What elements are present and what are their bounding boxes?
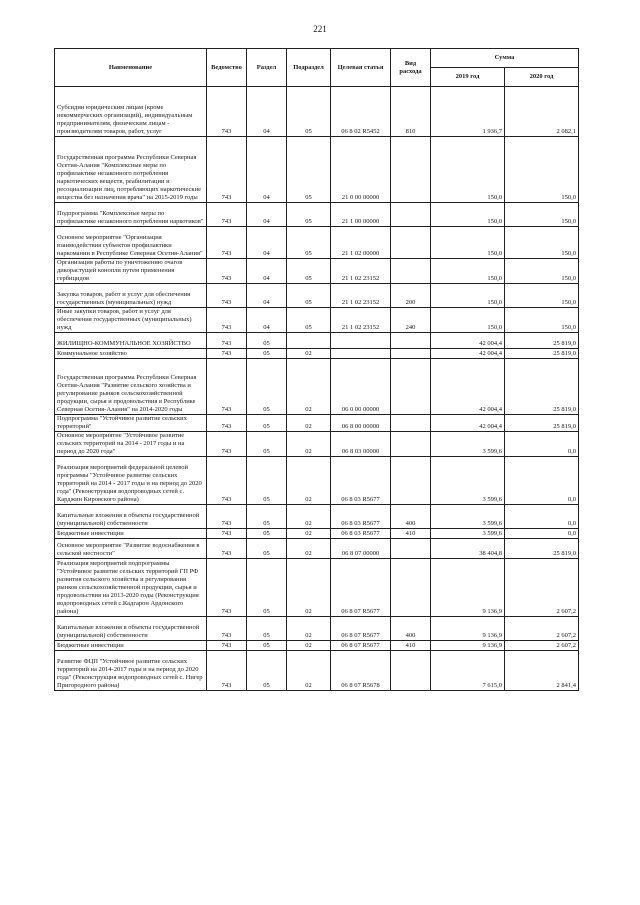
row-sum-2019: 9 136,9 (431, 641, 505, 651)
row-section: 05 (247, 641, 287, 651)
row-department: 743 (207, 349, 247, 359)
table-row (55, 415, 579, 432)
row-sum-2019: 150,0 (431, 137, 505, 203)
row-sum-2019: 3 599,6 (431, 457, 505, 505)
row-target-item: 06 8 07 00000 (331, 539, 391, 559)
row-subsection (287, 333, 331, 349)
row-sum-2019: 150,0 (431, 308, 505, 333)
table-row (55, 284, 579, 308)
row-department: 743 (207, 203, 247, 227)
table-body (55, 87, 579, 691)
row-subsection: 02 (287, 505, 331, 529)
row-sum-2020: 0,0 (505, 529, 579, 539)
table-row (55, 308, 579, 333)
row-target-item: 06 8 03 00000 (331, 432, 391, 457)
row-expense-type: 200 (391, 284, 431, 308)
table-row (55, 203, 579, 227)
row-sum-2019: 1 936,7 (431, 87, 505, 137)
row-expense-type (391, 227, 431, 259)
row-section: 04 (247, 137, 287, 203)
table-row (55, 641, 579, 651)
budget-table (54, 48, 579, 691)
row-sum-2020: 150,0 (505, 308, 579, 333)
row-sum-2019: 42 004,4 (431, 349, 505, 359)
row-department: 743 (207, 539, 247, 559)
row-sum-2020: 25 819,0 (505, 359, 579, 415)
row-sum-2020: 2 841,4 (505, 651, 579, 691)
row-department: 743 (207, 505, 247, 529)
row-expense-type (391, 259, 431, 284)
row-expense-type (391, 432, 431, 457)
row-sum-2019: 9 136,9 (431, 617, 505, 641)
row-sum-2020: 0,0 (505, 505, 579, 529)
row-department: 743 (207, 227, 247, 259)
row-target-item: 06 8 07 R5677 (331, 641, 391, 651)
table-row (55, 432, 579, 457)
row-sum-2019: 150,0 (431, 259, 505, 284)
table-row (55, 227, 579, 259)
row-department: 743 (207, 87, 247, 137)
row-sum-2020: 2 607,2 (505, 641, 579, 651)
row-name: Основное мероприятие "Организация взаимодействия субъектов профилактики наркомании в Республике Северная Осетия-Алания" (55, 227, 207, 259)
row-department: 743 (207, 259, 247, 284)
row-sum-2020: 150,0 (505, 227, 579, 259)
row-sum-2019: 3 599,6 (431, 432, 505, 457)
row-department: 743 (207, 559, 247, 617)
row-target-item (331, 333, 391, 349)
header-department: Ведомство (207, 49, 247, 87)
header-2020: 2020 год (505, 68, 579, 87)
row-section: 05 (247, 617, 287, 641)
row-subsection: 05 (287, 284, 331, 308)
row-name: Капитальные вложения в объекты государственной (муниципальной) собственности (55, 505, 207, 529)
row-section: 05 (247, 505, 287, 529)
row-sum-2019: 9 136,9 (431, 559, 505, 617)
row-sum-2020: 25 819,0 (505, 539, 579, 559)
row-target-item: 21 1 02 23152 (331, 308, 391, 333)
header-name: Наименование (55, 49, 207, 87)
row-section: 04 (247, 227, 287, 259)
row-name: Иные закупки товаров, работ и услуг для обеспечения государственных (муниципальных) нужд (55, 308, 207, 333)
row-sum-2019: 42 004,4 (431, 359, 505, 415)
row-sum-2020: 0,0 (505, 457, 579, 505)
row-subsection: 02 (287, 359, 331, 415)
row-target-item: 06 0 00 00000 (331, 359, 391, 415)
row-section: 05 (247, 415, 287, 432)
row-subsection: 02 (287, 559, 331, 617)
row-section: 05 (247, 529, 287, 539)
row-department: 743 (207, 432, 247, 457)
row-sum-2019: 42 004,4 (431, 333, 505, 349)
row-target-item: 06 8 07 R5677 (331, 617, 391, 641)
row-sum-2020: 2 082,1 (505, 87, 579, 137)
table-row (55, 539, 579, 559)
row-target-item (331, 349, 391, 359)
table-row (55, 505, 579, 529)
row-sum-2020: 150,0 (505, 137, 579, 203)
row-sum-2019: 38 404,8 (431, 539, 505, 559)
row-name: Коммунальное хозяйство (55, 349, 207, 359)
row-target-item: 06 8 02 R5452 (331, 87, 391, 137)
table-row (55, 87, 579, 137)
header-section: Раздел (247, 49, 287, 87)
row-sum-2020: 25 819,0 (505, 415, 579, 432)
row-target-item: 21 1 02 23152 (331, 284, 391, 308)
row-section: 05 (247, 333, 287, 349)
row-subsection: 02 (287, 529, 331, 539)
row-target-item: 06 8 03 R5677 (331, 505, 391, 529)
row-subsection: 02 (287, 349, 331, 359)
row-subsection: 02 (287, 415, 331, 432)
row-target-item: 21 1 02 23152 (331, 259, 391, 284)
row-section: 05 (247, 432, 287, 457)
table-row (55, 333, 579, 349)
row-name: Бюджетные инвестиции (55, 529, 207, 539)
row-sum-2019: 3 599,6 (431, 505, 505, 529)
row-section: 04 (247, 203, 287, 227)
row-target-item: 06 8 03 R5677 (331, 457, 391, 505)
row-department: 743 (207, 137, 247, 203)
row-target-item: 06 8 00 00000 (331, 415, 391, 432)
row-expense-type (391, 203, 431, 227)
row-target-item: 06 8 07 R5678 (331, 651, 391, 691)
row-name: ЖИЛИЩНО-КОММУНАЛЬНОЕ ХОЗЯЙСТВО (55, 333, 207, 349)
row-department: 743 (207, 308, 247, 333)
row-subsection: 02 (287, 641, 331, 651)
table-row (55, 559, 579, 617)
row-subsection: 02 (287, 617, 331, 641)
table-row (55, 349, 579, 359)
row-target-item: 21 0 00 00000 (331, 137, 391, 203)
table-row (55, 359, 579, 415)
row-sum-2019: 42 004,4 (431, 415, 505, 432)
row-sum-2020: 150,0 (505, 284, 579, 308)
row-name: Государственная программа Республики Северная Осетия-Алания "Развитие сельского хозяйства и регулирование рынков сельскохозяйственной продукции, сырья и продовольствия в Республике Северная Осетия-Алания" на 2014-2020 годы (55, 359, 207, 415)
row-sum-2019: 150,0 (431, 203, 505, 227)
row-name: Реализация мероприятий федеральной целевой программы "Устойчивое развитие сельских территорий на 2014 - 2017 годы и на период до 2020 года" (Реконструкция водопроводных сетей с. Карджин Кировского района) (55, 457, 207, 505)
row-sum-2019: 150,0 (431, 284, 505, 308)
row-expense-type: 400 (391, 617, 431, 641)
row-department: 743 (207, 284, 247, 308)
row-department: 743 (207, 641, 247, 651)
row-name: Капитальные вложения в объекты государственной (муниципальной) собственности (55, 617, 207, 641)
row-name: Подпрограмма "Комплексные меры по профилактике незаконного потребления наркотиков" (55, 203, 207, 227)
row-department: 743 (207, 359, 247, 415)
row-subsection: 05 (287, 137, 331, 203)
row-subsection: 05 (287, 203, 331, 227)
row-expense-type (391, 539, 431, 559)
table-row (55, 617, 579, 641)
row-sum-2020: 0,0 (505, 432, 579, 457)
row-sum-2019: 150,0 (431, 227, 505, 259)
row-section: 05 (247, 457, 287, 505)
row-expense-type (391, 359, 431, 415)
row-expense-type: 410 (391, 529, 431, 539)
row-name: Реализация мероприятий подпрограммы "Устойчивое развитие сельских территорий ГП РФ развития сельского хозяйства и регулирования рынков сельскохозяйственной продукции, сырья и продовольствия на 2013-2020 годы (Реконструкция водопроводных сетей с.Кадгарон Ардонского района) (55, 559, 207, 617)
row-section: 05 (247, 349, 287, 359)
table-row (55, 137, 579, 203)
table-header-row (55, 49, 579, 68)
row-sum-2020: 25 819,0 (505, 349, 579, 359)
row-section: 05 (247, 651, 287, 691)
row-section: 04 (247, 87, 287, 137)
row-sum-2020: 25 819,0 (505, 333, 579, 349)
row-department: 743 (207, 617, 247, 641)
row-sum-2020: 2 607,2 (505, 559, 579, 617)
row-subsection: 02 (287, 457, 331, 505)
table-row (55, 457, 579, 505)
row-section: 04 (247, 259, 287, 284)
row-expense-type (391, 333, 431, 349)
row-department: 743 (207, 529, 247, 539)
row-subsection: 02 (287, 432, 331, 457)
row-section: 05 (247, 539, 287, 559)
row-name: Организация работы по уничтожению очагов дикорастущей конопли путем применения гербицидов (55, 259, 207, 284)
row-name: Бюджетные инвестиции (55, 641, 207, 651)
row-name: Подпрограмма "Устойчивое развитие сельских территорий" (55, 415, 207, 432)
table-row (55, 651, 579, 691)
row-sum-2020: 150,0 (505, 259, 579, 284)
row-subsection: 05 (287, 227, 331, 259)
row-target-item: 21 1 00 00000 (331, 203, 391, 227)
header-subsection: Подраздел (287, 49, 331, 87)
row-expense-type: 410 (391, 641, 431, 651)
row-sum-2019: 3 599,6 (431, 529, 505, 539)
row-department: 743 (207, 651, 247, 691)
header-expense-type: Вид расхода (391, 49, 431, 87)
row-name: Основное мероприятие "Развитие водоснабжения в сельской местности" (55, 539, 207, 559)
row-subsection: 05 (287, 259, 331, 284)
row-name: Закупка товаров, работ и услуг для обеспечения государственных (муниципальных) нужд (55, 284, 207, 308)
row-expense-type (391, 349, 431, 359)
row-subsection: 02 (287, 539, 331, 559)
row-department: 743 (207, 415, 247, 432)
row-sum-2019: 7 615,0 (431, 651, 505, 691)
row-expense-type: 240 (391, 308, 431, 333)
row-section: 05 (247, 559, 287, 617)
row-target-item: 21 1 02 00000 (331, 227, 391, 259)
row-expense-type (391, 559, 431, 617)
row-subsection: 05 (287, 308, 331, 333)
row-expense-type (391, 457, 431, 505)
header-2019: 2019 год (431, 68, 505, 87)
row-subsection: 02 (287, 651, 331, 691)
row-target-item: 06 8 03 R5677 (331, 529, 391, 539)
row-expense-type (391, 415, 431, 432)
row-subsection: 05 (287, 87, 331, 137)
row-name: Государственная программа Республики Северная Осетия-Алания "Комплексные меры по профилактике незаконного потребления наркотических веществ, реабилитации и ресоциализации лиц, потребляющих наркотические вещества без назначения врача" на 2015-2019 годы (55, 137, 207, 203)
row-section: 04 (247, 308, 287, 333)
row-name: Основное мероприятие "Устойчивое развитие сельских территорий на 2014 - 2017 годы и на период до 2020 года" (55, 432, 207, 457)
row-name: Развитие ФЦП "Устойчивое развитие сельских территорий на 2014-2017 годы и на период до 2020 года" (Реконструкция водопроводных сетей с. Нигер Пригородного района) (55, 651, 207, 691)
row-sum-2020: 2 607,2 (505, 617, 579, 641)
row-target-item: 06 8 07 R5677 (331, 559, 391, 617)
header-target-item: Целевая статья (331, 49, 391, 87)
row-name: Субсидии юридическим лицам (кроме некоммерческих организаций), индивидуальным предпринимателям, физическим лицам - производителям товаров, работ, услуг (55, 87, 207, 137)
page-number: 221 (313, 24, 327, 34)
table-row (55, 259, 579, 284)
row-expense-type (391, 137, 431, 203)
row-expense-type: 400 (391, 505, 431, 529)
row-department: 743 (207, 333, 247, 349)
header-sum: Сумма (431, 49, 579, 68)
row-expense-type (391, 651, 431, 691)
row-department: 743 (207, 457, 247, 505)
row-sum-2020: 150,0 (505, 203, 579, 227)
row-section: 05 (247, 359, 287, 415)
row-section: 04 (247, 284, 287, 308)
row-expense-type: 810 (391, 87, 431, 137)
table-row (55, 529, 579, 539)
